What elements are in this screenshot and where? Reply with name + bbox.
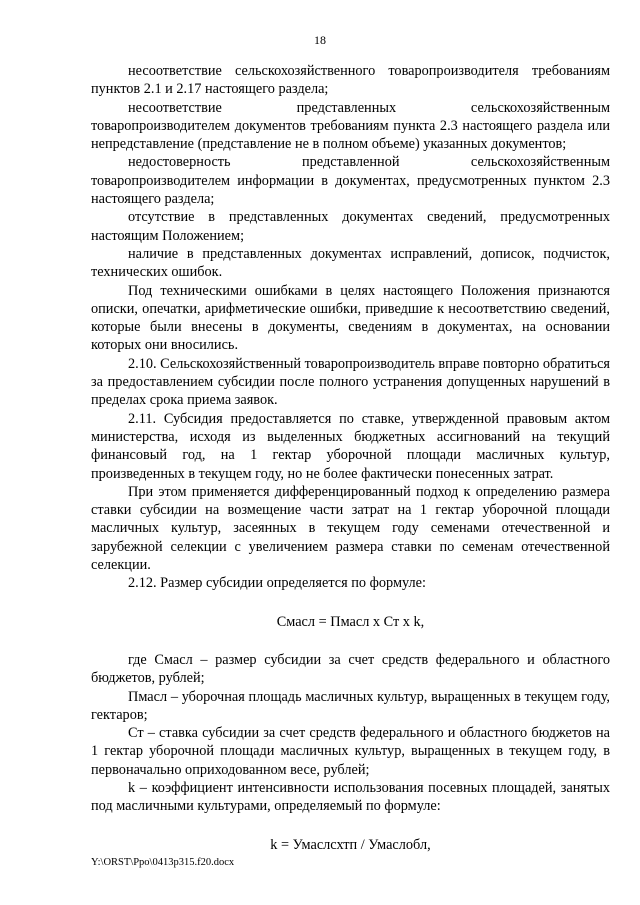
definition-paragraph: где Смасл – размер субсидии за счет средств федерального и областного бюджетов, рублей;: [91, 651, 610, 687]
definition-paragraph: Ст – ставка субсидии за счет средств федерального и областного бюджетов на 1 гектар уборочной площади масличных культур, выращенных в текущем году, в первоначально оприходованном весе, рублей;: [91, 725, 610, 778]
paragraph: несоответствие представленных сельскохозяйственным товаропроизводителем документов требованиям пункта 2.3 настоящего раздела или непредставление (представление не в полном объеме) указанных документов;: [91, 99, 610, 153]
paragraph: наличие в представленных документах исправлений, дописок, подчисток, технических ошибок.: [91, 245, 610, 281]
paragraph: 2.12. Размер субсидии определяется по формуле:: [128, 575, 427, 592]
paragraph: недостоверность представленной сельскохозяйственным товаропроизводителем информации в документах, предусмотренных пунктом 2.3 настоящего раздела;: [91, 154, 610, 208]
paragraph: несоответствие сельскохозяйственного товаропроизводителя требованиям пунктов 2.1 и 2.17 настоящего раздела;: [91, 63, 610, 98]
definition-paragraph: k – коэффициент интенсивности использования посевных площадей, занятых под масличными культурами, определяемый по формуле:: [91, 779, 610, 815]
coefficient-formula: k = Умаслсхтп / Умаслобл,: [270, 836, 431, 853]
paragraph: отсутствие в представленных документах сведений, предусмотренных настоящим Положением;: [91, 209, 610, 244]
paragraph: Под техническими ошибками в целях настоящего Положения признаются описки, опечатки, арифметические ошибки, приведшие к несоответствию сведений, которые были внесены в документы, сведениям в документах, на основании которых они вносились.: [91, 282, 610, 354]
paragraph: При этом применяется дифференцированный подход к определению размера ставки субсидии на возмещение части затрат на 1 гектар уборочной площади масличных культур, засеянных в текущем году семенами отечественной и зарубежной селекции с увеличением размера ставки по семенам отечественной селекции.: [91, 483, 610, 574]
subsidy-formula: Смасл = Пмасл х Ст х k,: [276, 613, 425, 630]
definition-paragraph: Пмасл – уборочная площадь масличных культур, выращенных в текущем году, гектаров;: [91, 688, 610, 723]
document-body: [91, 62, 610, 854]
paragraph: 2.10. Сельскохозяйственный товаропроизводитель вправе повторно обратиться за предоставлением субсидии после полного устранения допущенных нарушений в пределах срока приема заявок.: [91, 355, 610, 409]
footer-file-path: Y:\ORST\Ppo\0413p315.f20.docx: [91, 857, 235, 868]
paragraph: 2.11. Субсидия предоставляется по ставке, утвержденной правовым актом министерства, исходя из выделенных бюджетных ассигнований на текущий финансовый год, на 1 гектар уборочной площади масличных культур, произведенных в текущем году, но не более фактически понесенных затрат.: [91, 410, 610, 482]
page-number: 18: [314, 33, 326, 47]
